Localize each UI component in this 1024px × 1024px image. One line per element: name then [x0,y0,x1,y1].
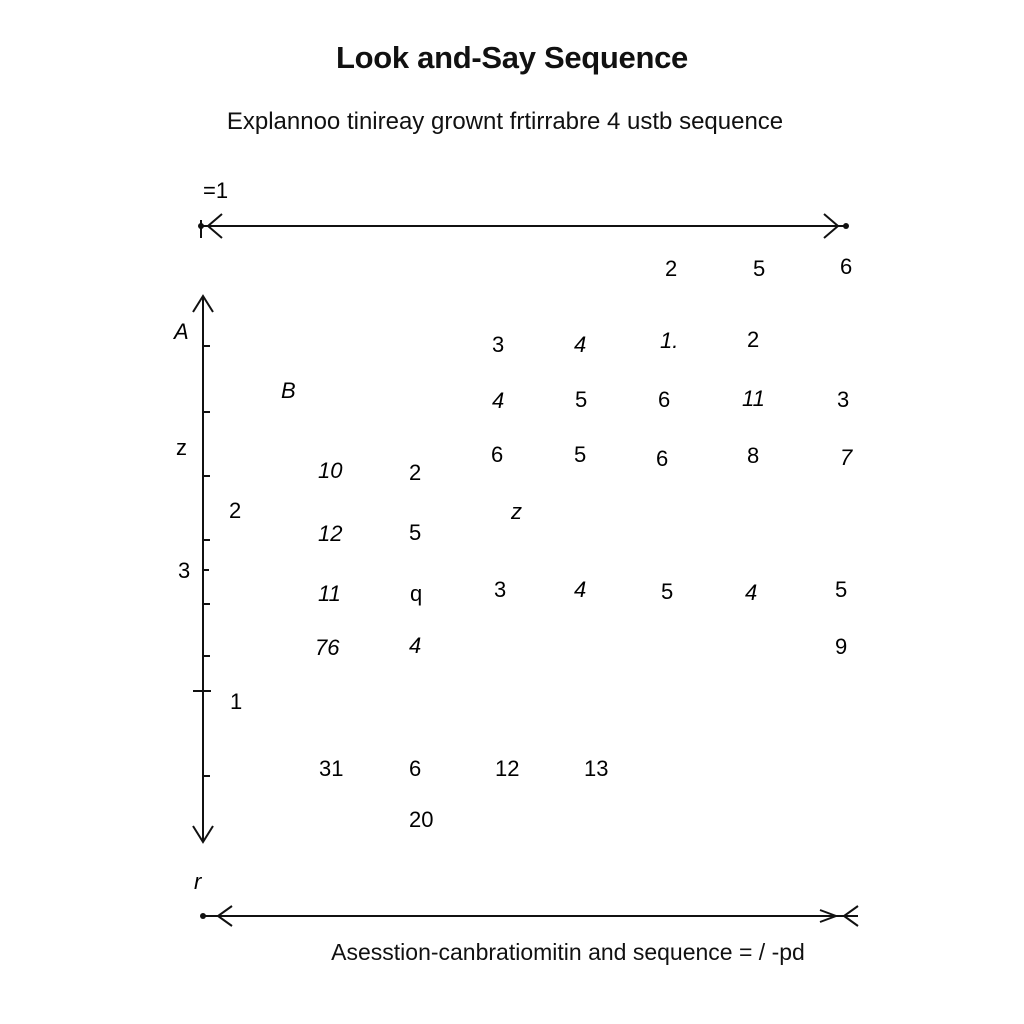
grid-number: 13 [584,756,609,781]
grid-number: 7 [840,445,853,470]
vertical-axis [193,296,213,842]
vertical-axis-bottom-label: r [194,869,202,894]
grid-number: 5 [574,442,587,467]
grid-number: 76 [315,635,340,660]
grid-number: 20 [409,807,434,832]
grid-number: 10 [318,458,343,483]
grid-number: 5 [409,520,422,545]
grid-number: q [410,581,423,606]
diagram-subtitle: Explannoo tinireay grownt frtirrabre 4 ustb sequence [226,108,784,135]
vertical-axis-side-label-2: 2 [229,498,242,523]
grid-number: 2 [747,327,760,352]
grid-number: 5 [661,579,674,604]
grid-number: 9 [835,634,848,659]
grid-number: z [511,499,522,524]
grid-number: 12 [318,521,343,546]
number-grid [315,254,853,832]
top-axis-right-dot [843,223,849,229]
grid-number: 1. [660,328,679,353]
vertical-axis-side-label-1: z [176,435,187,460]
top-axis-label: =1 [203,178,229,203]
grid-number: 11 [318,581,341,606]
grid-number: 2 [665,256,678,281]
grid-number: 6 [409,756,422,781]
vertical-axis-top-label: A [174,319,189,344]
grid-number: 4 [574,577,587,602]
grid-number: 31 [319,756,344,781]
grid-number: 4 [745,580,758,605]
diagram-caption: Asesstion-canbratiomitin and sequence = / -pd [331,939,805,965]
grid-number: 11 [742,386,765,411]
grid-number: 12 [495,756,520,781]
grid-number: 4 [574,332,587,357]
diagram-title: Look and-Say Sequence [335,40,689,75]
row-label-b: B [281,378,296,403]
vertical-axis-side-label-3: 3 [178,558,191,583]
grid-number: 5 [575,387,588,412]
grid-number: 8 [747,443,760,468]
grid-number: 6 [491,442,504,467]
grid-number: 3 [492,332,505,357]
bottom-axis-left-dot [200,913,206,919]
grid-number: 4 [492,388,505,413]
grid-number: 5 [835,577,848,602]
top-axis [200,214,848,238]
grid-number: 6 [656,446,669,471]
grid-number: 5 [753,256,766,281]
grid-number: 4 [409,633,422,658]
vertical-axis-side-label-4: 1 [230,689,243,714]
grid-number: 3 [837,387,850,412]
grid-number: 6 [658,387,671,412]
top-axis-left-dot [198,223,204,229]
grid-number: 3 [494,577,507,602]
bottom-axis [203,906,858,926]
grid-number: 6 [840,254,853,279]
grid-number: 2 [409,460,422,485]
